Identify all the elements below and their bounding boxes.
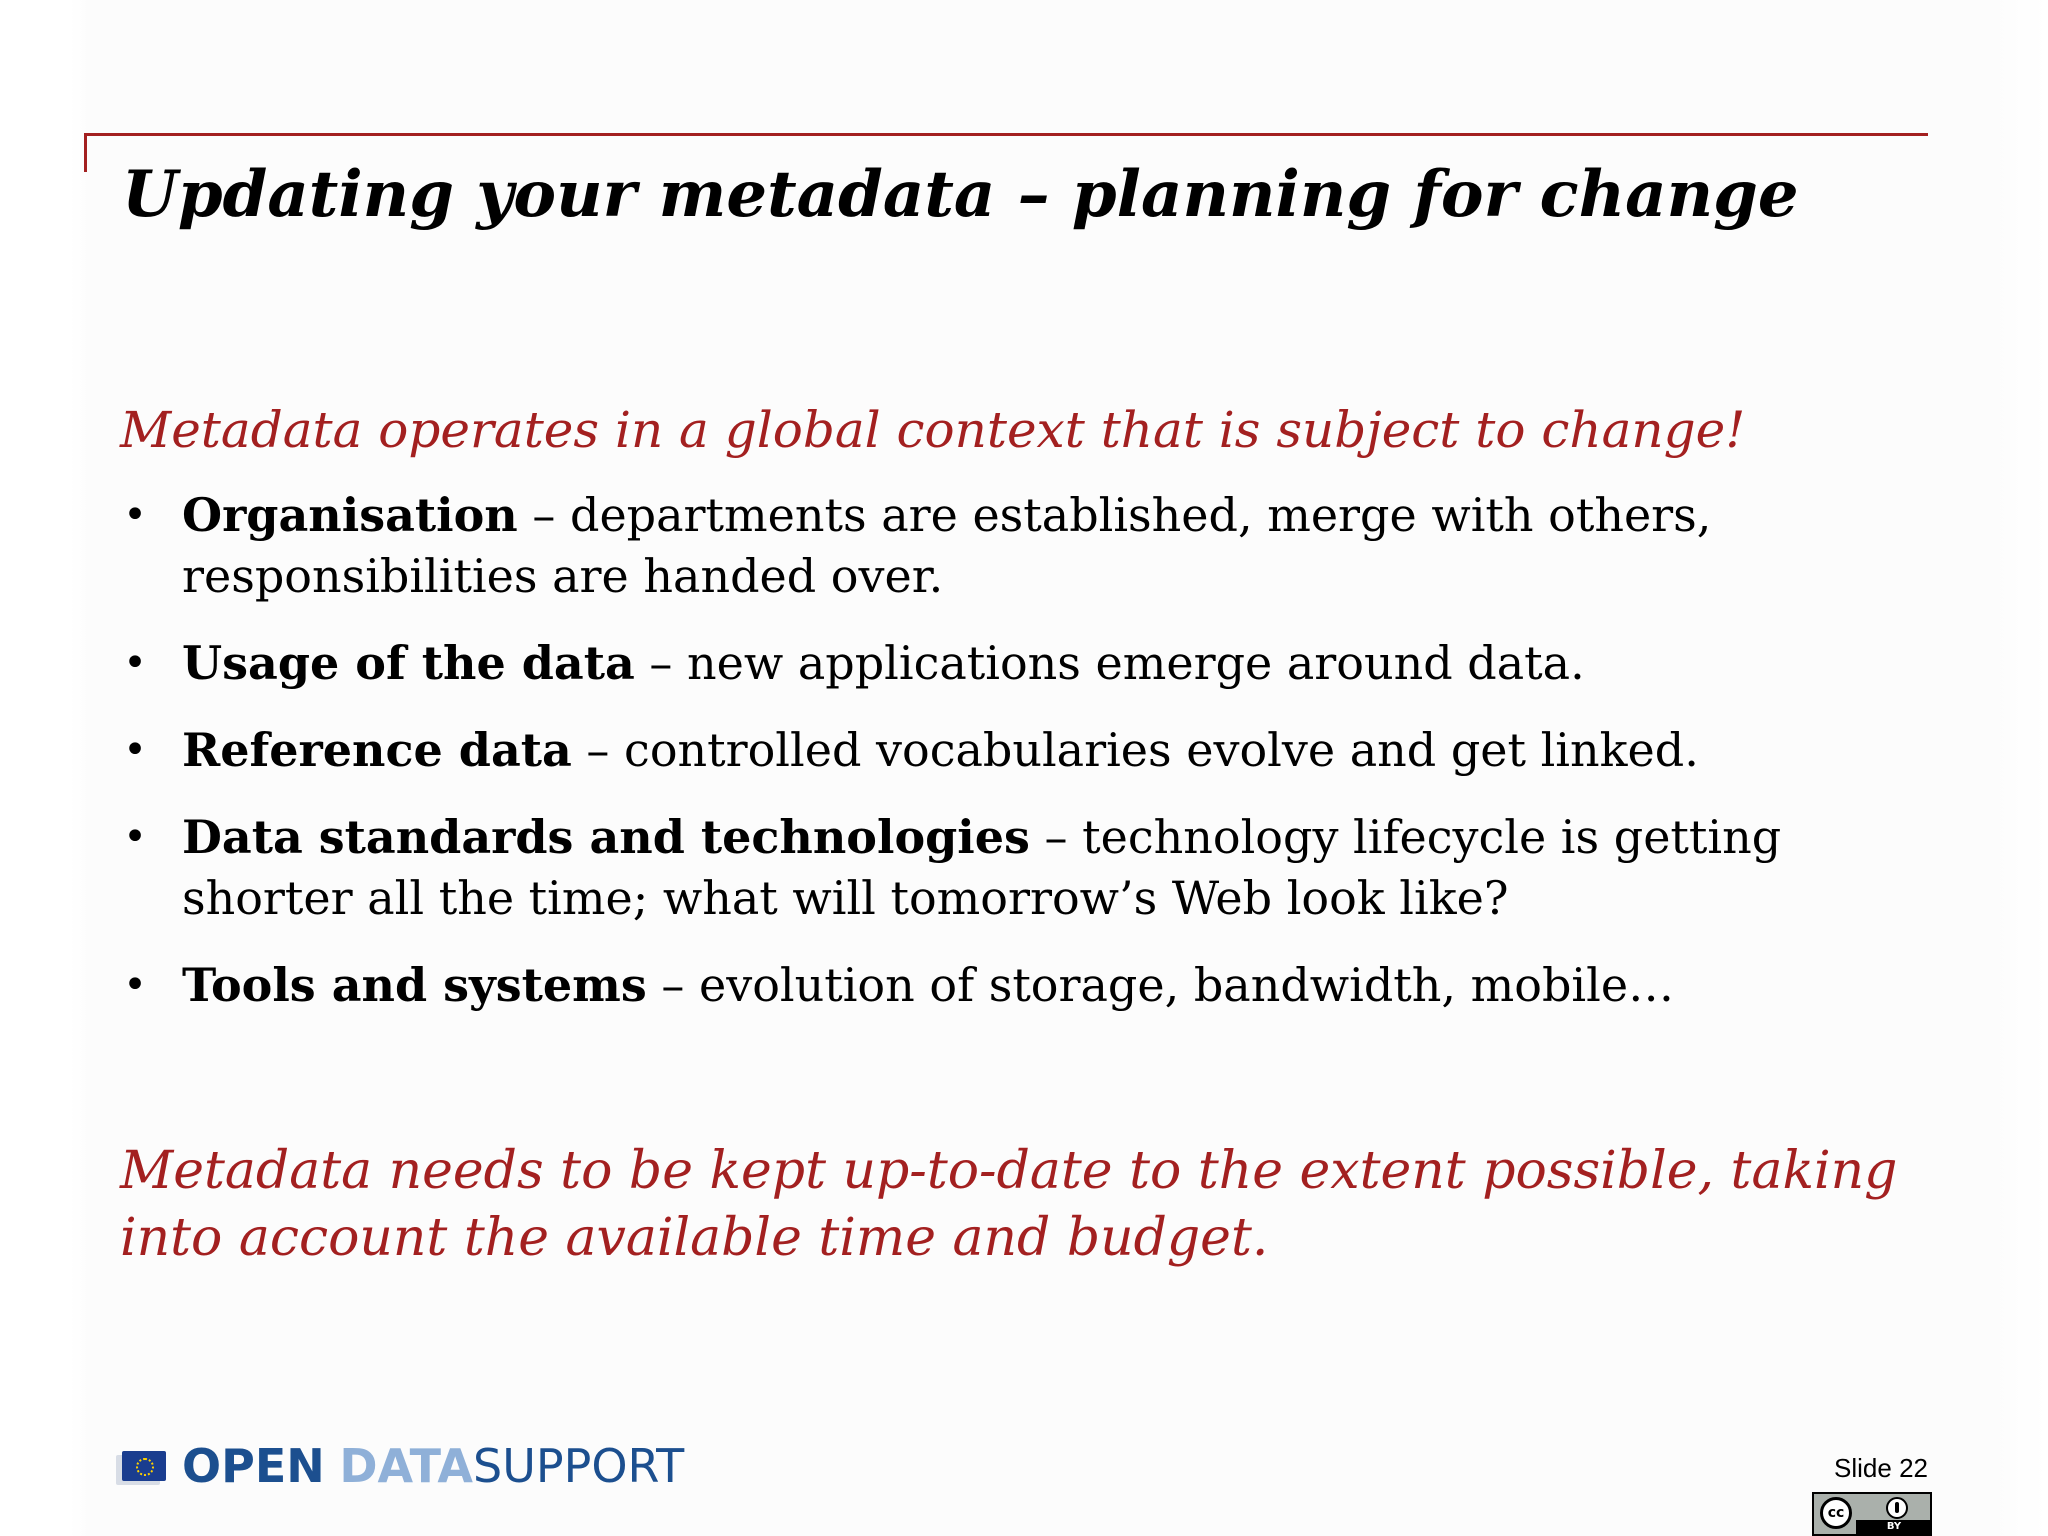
bullet-item-reference-data <box>120 720 1920 781</box>
logo-word-open: OPEN <box>182 1439 325 1493</box>
bullet-term: Reference data <box>182 723 572 777</box>
bullet-term: Organisation <box>182 488 518 542</box>
title-frame-left-rule <box>84 133 87 172</box>
cc-label: cc <box>1820 1497 1852 1529</box>
logo-word-data: DATA <box>339 1439 473 1493</box>
attribution-person-icon <box>1886 1497 1908 1519</box>
bullet-item-data-standards <box>120 807 1920 929</box>
bullet-term: Usage of the data <box>182 636 635 690</box>
closing-statement: Metadata needs to be kept up-to-date to the extent possible, taking into account the available time and budget. <box>120 1141 1898 1268</box>
title-frame-top-rule <box>84 133 1928 136</box>
bullet-item-organisation <box>120 485 1920 607</box>
slide-title: Updating your metadata – planning for change <box>122 157 1799 232</box>
bullet-text: – departments are established, merge with others, responsibilities are handed over. <box>182 488 1712 603</box>
logo-word-support: SUPPORT <box>473 1439 685 1493</box>
open-data-support-logo <box>122 1436 684 1496</box>
bullet-text: – technology lifecycle is getting shorter all the time; what will tomorrow’s Web look like? <box>182 810 1782 925</box>
bullet-marker: • <box>123 962 147 1008</box>
bullet-marker: • <box>123 640 147 686</box>
bullet-list <box>120 485 1920 1042</box>
bullet-item-usage-of-the-data <box>120 633 1920 694</box>
bullet-marker: • <box>123 814 147 860</box>
bullet-text: – evolution of storage, bandwidth, mobile… <box>646 958 1675 1012</box>
cc-by-license-icon <box>1812 1492 1932 1536</box>
by-label: BY <box>1886 1521 1902 1532</box>
bullet-item-tools-and-systems <box>120 955 1920 1016</box>
bullet-term: Data standards and technologies <box>182 810 1030 864</box>
bullet-marker: • <box>123 727 147 773</box>
bullet-marker: • <box>123 492 147 538</box>
slide-number: Slide 22 <box>1834 1453 1928 1483</box>
bullet-text: – new applications emerge around data. <box>634 636 1585 690</box>
eu-flag-icon <box>122 1451 166 1481</box>
bullet-term: Tools and systems <box>182 958 647 1012</box>
bullet-text: – controlled vocabularies evolve and get linked. <box>571 723 1699 777</box>
lead-statement: Metadata operates in a global context that is subject to change! <box>120 401 1746 459</box>
logo-wordmark <box>182 1436 684 1496</box>
